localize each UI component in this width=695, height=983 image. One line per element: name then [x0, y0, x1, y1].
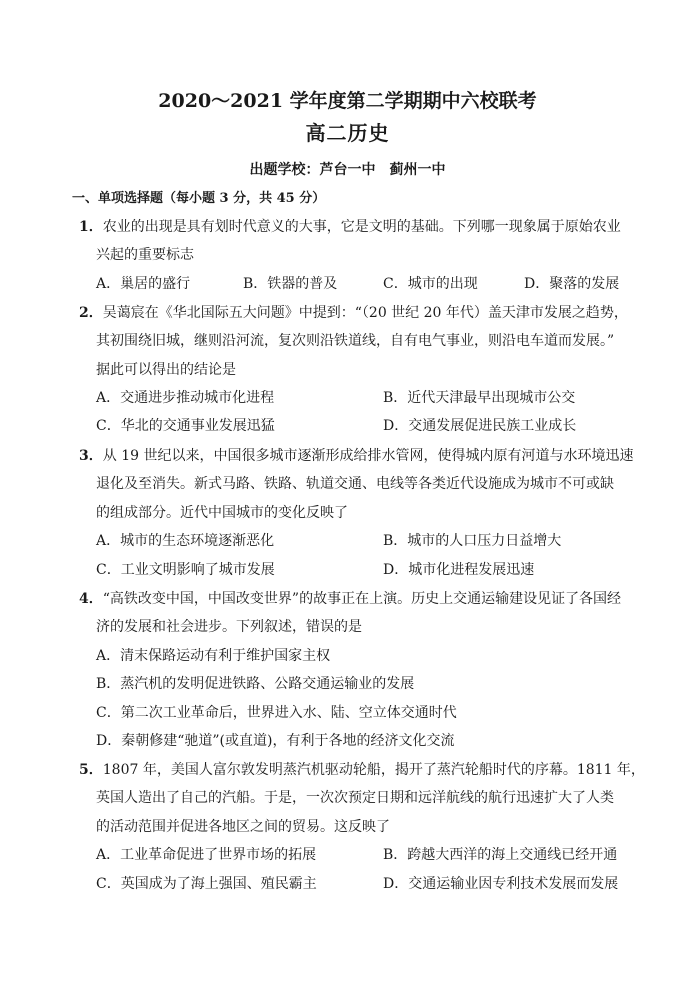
- option-d: D．秦朝修建“驰道”(或直道)，有利于各地的经济文化交流: [96, 733, 455, 749]
- option-b: B．蒸汽机的发明促进铁路、公路交通运输业的发展: [96, 676, 415, 692]
- option-a: A．交通进步推动城市化进程: [96, 390, 275, 406]
- question-1: [79, 217, 621, 237]
- question-2: [79, 303, 628, 323]
- question-stem-line: 据此可以得出的结论是: [96, 362, 236, 378]
- question-stem-line: 吴蔼宸在《华北国际五大问题》中提到：“（20 世纪 20 年代）盖天津市发展之趋势，: [102, 305, 628, 321]
- option-a: A．巢居的盛行: [96, 276, 191, 292]
- question-number: 4．: [79, 591, 103, 607]
- option-c: C．城市的出现: [383, 276, 478, 292]
- option-d: D．城市化进程发展迅速: [383, 562, 535, 578]
- question-5: [79, 760, 645, 780]
- option-d: D．交通运输业因专利技术发展而发展: [383, 876, 619, 892]
- option-a: A．工业革命促进了世界市场的拓展: [96, 847, 317, 863]
- option-b: B．近代天津最早出现城市公交: [383, 390, 576, 406]
- option-c: C．英国成为了海上强国、殖民霸主: [96, 876, 317, 892]
- question-number: 2．: [79, 305, 103, 321]
- question-stem-line: 济的发展和社会进步。下列叙述，错误的是: [96, 619, 362, 635]
- question-stem-line: 的组成部分。近代中国城市的变化反映了: [96, 505, 348, 521]
- option-c: C．华北的交通事业发展迅猛: [96, 418, 275, 434]
- question-stem-line: 英国人造出了自己的汽船。于是，一次次预定日期和远洋航线的航行迅速扩大了人类: [96, 790, 614, 806]
- option-a: A．清末保路运动有利于维护国家主权: [96, 648, 331, 664]
- exam-subject: 高二历史: [305, 121, 390, 145]
- option-c: C．工业文明影响了城市发展: [96, 562, 275, 578]
- question-stem-line: 退化及至消失。新式马路、铁路、轨道交通、电线等各类近代设施成为城市不可或缺: [96, 476, 614, 492]
- question-number: 1．: [79, 219, 103, 235]
- exam-title: 2020～2021 学年度第二学期期中六校联考: [158, 90, 537, 112]
- question-stem-line: 农业的出现是具有划时代意义的大事，它是文明的基础。下列哪一现象属于原始农业: [102, 219, 621, 235]
- section-heading: 一、单项选择题（每小题 3 分，共 45 分）: [72, 191, 326, 206]
- question-number: 3．: [79, 448, 103, 464]
- question-stem-line: 其初围绕旧城，继则沿河流，复次则沿铁道线，自有电气事业，则沿电车道而发展。”: [96, 333, 615, 349]
- question-stem-line: “高铁改变中国，中国改变世界”的故事正在上演。历史上交通运输建设见证了各国经: [102, 591, 622, 607]
- question-stem-line: 从 19 世纪以来，中国很多城市逐渐形成给排水管网，使得城内原有河道与水环境迅速: [102, 448, 634, 464]
- option-b: B．铁器的普及: [243, 276, 338, 292]
- option-d: D．交通发展促进民族工业成长: [383, 418, 577, 434]
- option-a: A．城市的生态环境逐渐恶化: [96, 533, 275, 549]
- question-3: [79, 446, 633, 466]
- question-stem-line: 1807 年，美国人富尔敦发明蒸汽机驱动轮船，揭开了蒸汽轮船时代的序幕。1811 年，: [102, 762, 645, 778]
- question-stem-line: 兴起的重要标志: [96, 247, 194, 263]
- option-d: D．聚落的发展: [524, 276, 620, 292]
- option-b: B．城市的人口压力日益增大: [383, 533, 562, 549]
- option-c: C．第二次工业革命后，世界进入水、陆、空立体交通时代: [96, 705, 457, 721]
- question-stem-line: 的活动范围并促进各地区之间的贸易。这反映了: [96, 819, 390, 835]
- option-b: B．跨越大西洋的海上交通线已经开通: [383, 847, 618, 863]
- setter-schools: 出题学校：芦台一中 蓟州一中: [249, 162, 446, 178]
- question-4: [79, 589, 621, 609]
- question-number: 5．: [79, 762, 103, 778]
